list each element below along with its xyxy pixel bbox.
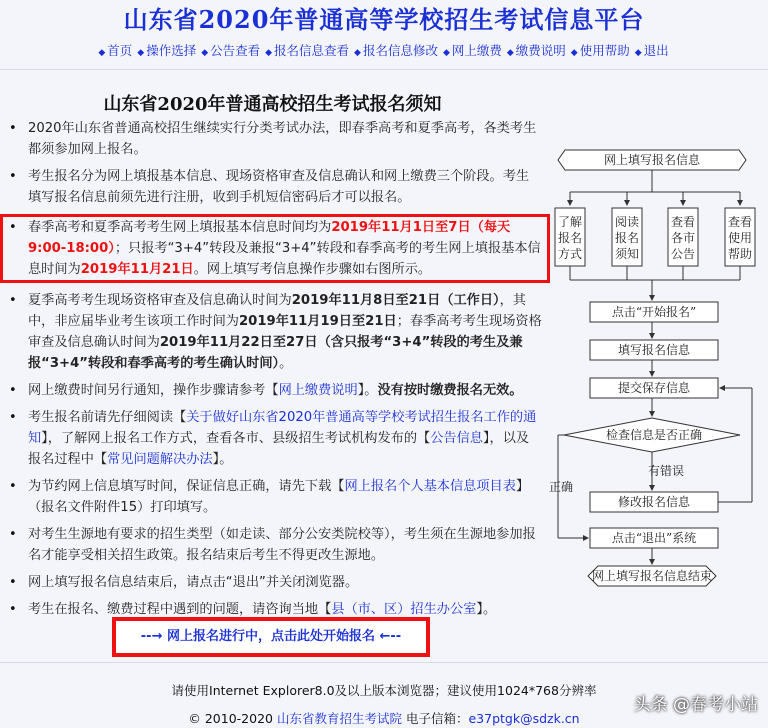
nav-info-edit[interactable]: 报名信息修改 — [362, 43, 438, 58]
flow-step-modify: 修改报名信息 — [617, 495, 691, 509]
faq-link[interactable]: 常见问题解决办法 — [107, 452, 213, 467]
nav-logout[interactable]: 退出 — [643, 43, 669, 58]
org-link[interactable]: 山东省教育招生考试院 — [276, 711, 402, 726]
notice-text: 考生在报名、缴费过程中遇到的问题，请咨询当地【 — [28, 602, 332, 617]
browser-requirement: 请使用Internet Explorer8.0及以上版本浏览器；建议使用1024*768分辨率 — [171, 683, 597, 698]
notice-item — [6, 476, 542, 518]
notice-list — [6, 118, 542, 626]
payment-guide-link[interactable]: 网上缴费说明 — [278, 383, 358, 398]
nav-online-payment[interactable]: 网上缴费 — [451, 43, 502, 58]
notice-text: 为节约网上信息填写时间，保证信息正确，请先下载【 — [28, 479, 345, 494]
watermark: 头条 @春考小站 — [633, 695, 758, 715]
flow-option-city-announcement: 查看各市公告 — [670, 215, 696, 261]
notice-text: 春季高考和夏季高考考生网上填报基本信息时间均为 — [28, 220, 332, 235]
notice-title: 山东省2020年普通高校招生考试报名须知 — [103, 94, 442, 115]
nav-bullet-icon: ◆ — [354, 48, 361, 58]
nav-bullet-icon: ◆ — [137, 48, 145, 58]
nav-bullet-icon: ◆ — [98, 48, 106, 58]
email-link[interactable]: e37ptgk@sdzk.cn — [468, 711, 580, 726]
flow-step-check: 检查信息是否正确 — [605, 428, 703, 442]
notice-text: 】。 — [357, 383, 378, 398]
flow-option-learn-method: 了解报名方式 — [557, 215, 583, 261]
notice-text: 】。 — [212, 452, 233, 467]
date-range: 2019年11月22日至27日（含只报考“3+4”转段的考生及兼报“3+4”转段和春季高考的考生确认时间） — [28, 335, 523, 371]
notice-text: 网上缴费时间另行通知，操作步骤请参考【 — [28, 383, 279, 398]
notice-item — [6, 290, 542, 374]
nav-info-view[interactable]: 报名信息查看 — [274, 43, 350, 58]
notice-item — [6, 407, 542, 470]
top-nav — [0, 42, 768, 62]
date-single: 2019年11月21日 — [80, 262, 194, 277]
notice-text: 考生报名前请先仔细阅读【 — [28, 410, 187, 425]
email-label: 电子信箱： — [405, 711, 469, 726]
flow-step-fill: 填写报名信息 — [617, 343, 691, 357]
date-range: 2019年11月19日至21日 — [239, 314, 397, 329]
nav-notice-view[interactable]: 公告查看 — [210, 43, 261, 58]
notice-text: 考生报名分为网上填报基本信息、现场资格审查及信息确认和网上缴费三个阶段。考生填写报名信息前须先进行注册，收到手机短信密码后才可以报名。 — [28, 169, 530, 205]
notice-item — [6, 380, 542, 401]
nav-payment-guide[interactable]: 缴费说明 — [515, 43, 566, 58]
notice-item — [6, 166, 542, 208]
flow-start: 网上填写报名信息 — [603, 153, 701, 167]
notice-item-highlighted — [0, 214, 550, 283]
site-title: 山东省2020年普通高等学校招生考试信息平台 — [123, 5, 645, 34]
flow-end: 网上填写报名信息结束 — [591, 569, 713, 583]
local-office-link[interactable]: 县（市、区）招生办公室 — [331, 602, 477, 617]
flow-step-start: 点击“开始报名” — [611, 305, 697, 319]
nav-bullet-icon: ◆ — [201, 48, 209, 58]
nav-operation-select[interactable]: 操作选择 — [146, 43, 197, 58]
registration-notice-link[interactable]: 关于做好山东省2020年普通高等学校考试招生报名工作的通知 — [28, 410, 537, 446]
info-form-download-link[interactable]: 网上报名个人基本信息项目表 — [344, 479, 516, 494]
start-registration-button[interactable]: --→ 网上报名进行中，点击此处开始报名 ←-- — [112, 617, 430, 657]
registration-flowchart — [548, 140, 763, 600]
notice-item — [6, 572, 542, 593]
notice-text: 。 — [279, 356, 293, 371]
nav-bullet-icon: ◆ — [442, 48, 450, 58]
notice-text: 夏季高考考生现场资格审查及信息确认时间为 — [28, 293, 292, 308]
flow-step-exit: 点击“退出”系统 — [611, 531, 697, 545]
copyright-years: © 2010-2020 — [188, 711, 273, 726]
notice-text: 对考生生源地有要求的招生类型（如走读、部分公安类院校等），考生须在生源地参加报名才能享受相关招生政策。报名结束后考生不得更改生源地。 — [28, 527, 536, 563]
notice-text: 】，以及报名过程中【 — [28, 431, 530, 467]
nav-bullet-icon: ◆ — [506, 48, 514, 58]
notice-text: ；只报考“3+4”转段及兼报“3+4”转段和春季高考的考生网上填报基本信息时间为 — [28, 241, 541, 277]
announcement-link[interactable]: 公告信息 — [430, 431, 483, 446]
notice-text: ，其中，非应届毕业考生该项工作时间为 — [28, 293, 526, 329]
flow-option-read-notice: 阅读报名须知 — [614, 215, 640, 261]
notice-text: 】。 — [476, 602, 497, 617]
notice-text: 】（报名文件附件15）打印填写。 — [28, 479, 530, 515]
notice-warning: 没有按时缴费报名无效。 — [377, 383, 523, 398]
notice-text: 2020年山东省普通高校招生继续实行分类考试办法，即春季高考和夏季高考，各类考生都须参加网上报名。 — [28, 121, 537, 157]
notice-text: 网上填写报名信息结束后，请点击“退出”并关闭浏览器。 — [28, 575, 359, 590]
notice-item — [6, 524, 542, 566]
nav-bullet-icon: ◆ — [265, 48, 273, 58]
notice-item — [6, 118, 542, 160]
flow-step-save: 提交保存信息 — [617, 381, 691, 395]
flow-label-error: 有错误 — [647, 464, 685, 478]
nav-bullet-icon: ◆ — [634, 48, 642, 58]
date-range: 2019年11月8日至21日（工作日） — [291, 293, 500, 308]
date-range: 2019年11月1日至7日（每天9:00-18:00） — [28, 220, 511, 256]
notice-text: 】，了解网上报名工作方式，查看各市、县级招生考试机构发布的【 — [41, 431, 431, 446]
nav-home[interactable]: 首页 — [107, 43, 133, 58]
notice-text: ；春季高考考生现场资格审查及信息确认时间为 — [28, 314, 542, 350]
flow-option-help: 查看使用帮助 — [727, 215, 753, 261]
nav-help[interactable]: 使用帮助 — [579, 43, 630, 58]
nav-bullet-icon: ◆ — [570, 48, 578, 58]
flow-label-correct: 正确 — [548, 480, 574, 494]
notice-text: 。网上填写考信息操作步骤如右图所示。 — [193, 262, 432, 277]
site-header — [0, 0, 768, 70]
